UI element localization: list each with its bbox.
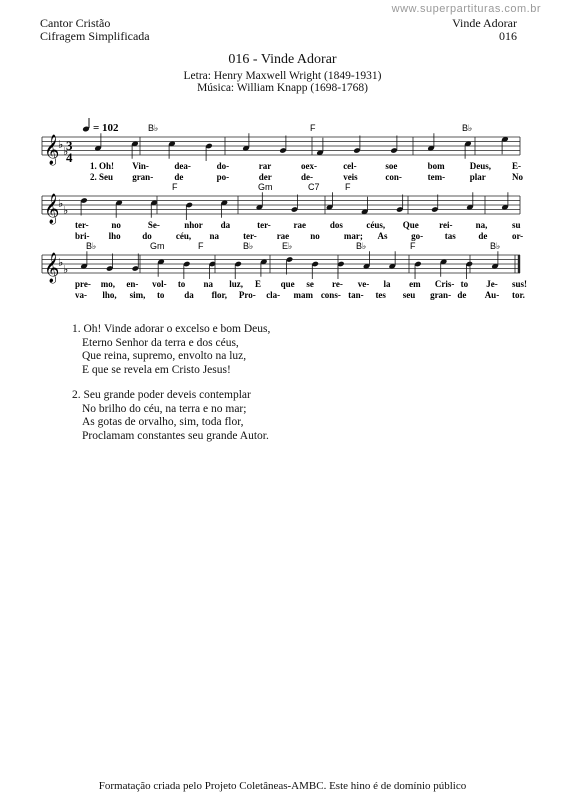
chord-symbol: B♭ xyxy=(462,123,473,133)
lyric-verse-1: da xyxy=(220,220,231,230)
flat-icon: ♭ xyxy=(63,145,69,158)
lyric-verse-1: to xyxy=(177,279,186,289)
lyric-verse-2: lho, xyxy=(102,290,117,300)
lyric-verse-1: E- xyxy=(512,161,521,171)
lyric-verse-1: en- xyxy=(126,279,139,289)
lyric-verse-1: rar xyxy=(258,161,272,171)
lyric-verse-2: bri- xyxy=(75,231,90,241)
lyric-verse-1: sus! xyxy=(512,279,528,289)
chord-symbol: F xyxy=(410,241,416,251)
composer-credit: Música: William Knapp (1698-1768) xyxy=(197,82,368,94)
lyric-verse-2: va- xyxy=(75,290,87,300)
lyric-verse-2: tan- xyxy=(348,290,364,300)
lyric-verse-1: Vin- xyxy=(132,161,149,171)
stanza-2-line: 2. Seu grande poder deveis contemplar xyxy=(72,389,251,401)
stanza-2 xyxy=(72,389,269,443)
lyric-verse-1: ter- xyxy=(75,220,89,230)
chord-symbol: F xyxy=(198,241,204,251)
lyric-verse-2: gran- xyxy=(132,172,154,182)
lyric-verse-2: tas xyxy=(444,231,456,241)
lyric-verse-2: tem- xyxy=(427,172,446,182)
lyric-verse-2: tes xyxy=(375,290,386,300)
chord-symbol: F xyxy=(172,182,178,192)
lyric-verse-2: seu xyxy=(402,290,416,300)
treble-clef-icon: 𝄞 xyxy=(44,253,60,282)
stanza-2-line: Proclamam constantes seu grande Autor. xyxy=(82,429,269,442)
lyric-verse-1: bom xyxy=(427,161,445,171)
hymn-number: 016 xyxy=(499,29,517,43)
lyric-verse-2: lho xyxy=(108,231,121,241)
lyric-verse-2: de xyxy=(457,290,467,300)
chord-symbol: C7 xyxy=(308,182,320,192)
flat-icon: ♭ xyxy=(58,198,64,210)
lyric-verse-2: cons- xyxy=(320,290,341,300)
lyric-verse-1: Deus, xyxy=(469,161,492,171)
lyric-verse-2: tor. xyxy=(512,290,525,300)
tempo-value: = 102 xyxy=(93,122,119,134)
lyric-verse-2: cla- xyxy=(266,290,281,300)
lyric-verse-2: der xyxy=(258,172,272,182)
lyric-verse-2: flor, xyxy=(211,290,227,300)
lyric-verse-1: re- xyxy=(332,279,343,289)
lyric-verse-2: Pro- xyxy=(238,290,256,300)
chord-symbol: B♭ xyxy=(490,241,501,251)
lyric-verse-2: ter- xyxy=(243,231,257,241)
lyric-verse-2: veis xyxy=(343,172,358,182)
lyric-verse-2: po- xyxy=(216,172,230,182)
lyric-verse-2: de xyxy=(174,172,184,182)
page-title: 016 - Vinde Adorar xyxy=(228,52,337,67)
lyric-verse-2: or- xyxy=(512,231,524,241)
staff-lines xyxy=(42,137,520,273)
stanza-1 xyxy=(72,323,270,377)
footer-note: Formatação criada pelo Projeto Coletâneas-AMBC. Este hino é de domínio público xyxy=(98,780,467,792)
collection-name: Cantor Cristão xyxy=(40,16,111,30)
lyric-verse-1: céus, xyxy=(366,220,386,230)
lyric-verse-2: do xyxy=(142,231,152,241)
lyric-verse-2: Au- xyxy=(484,290,500,300)
time-sig-bottom: 4 xyxy=(66,150,73,165)
stanza-2-line: No brilho do céu, na terra e no mar; xyxy=(82,402,247,415)
lyricist-credit: Letra: Henry Maxwell Wright (1849-1931) xyxy=(183,70,382,82)
lyric-verse-2: na xyxy=(209,231,219,241)
hymn-name: Vinde Adorar xyxy=(452,16,517,30)
lyric-verse-1: Je- xyxy=(486,279,498,289)
lyric-verse-1: pre- xyxy=(75,279,91,289)
lyric-verse-2: sim, xyxy=(129,290,146,300)
lyric-verse-1: do- xyxy=(216,161,230,171)
lyric-verse-2: mam xyxy=(293,290,313,300)
lyric-verse-2: As xyxy=(377,231,388,241)
lyric-verse-1: nhor xyxy=(184,220,203,230)
lyric-verse-1: su xyxy=(512,220,521,230)
time-signature xyxy=(66,138,73,165)
lyric-verse-1: Que xyxy=(402,220,419,230)
flat-icon: ♭ xyxy=(58,139,64,151)
lyric-verse-1: 1. Oh! xyxy=(90,161,115,171)
lyric-verse-1: na, xyxy=(475,220,488,230)
arrangement-type: Cifragem Simplificada xyxy=(40,29,150,43)
lyric-verse-2: de- xyxy=(301,172,313,182)
lyric-verse-2: mar; xyxy=(343,231,363,241)
lyric-verse-1: Se- xyxy=(147,220,160,230)
lyric-verse-2: No xyxy=(512,172,523,182)
flat-icon: ♭ xyxy=(63,263,69,276)
flat-icon: ♭ xyxy=(63,204,69,217)
flat-icon: ♭ xyxy=(58,257,64,269)
lyric-verse-2: gran- xyxy=(430,290,452,300)
lyric-verse-1: la xyxy=(383,279,391,289)
stanza-1-line: E que se revela em Cristo Jesus! xyxy=(82,363,231,376)
lyric-verse-1: E xyxy=(254,279,261,289)
treble-clef-icon: 𝄞 xyxy=(44,194,60,223)
lyric-verse-1: no xyxy=(111,220,121,230)
treble-clef-icon: 𝄞 xyxy=(44,135,60,164)
lyric-verse-2: go- xyxy=(411,231,424,241)
clefs xyxy=(44,134,68,284)
lyric-verse-1: ter- xyxy=(257,220,271,230)
stanza-1-line: Que reina, supremo, envolto na luz, xyxy=(82,350,247,362)
lyric-verse-2: 2. Seu xyxy=(90,172,114,182)
lyric-verse-1: ve- xyxy=(357,279,370,289)
lyric-verse-1: Cris- xyxy=(434,279,455,289)
lyric-verse-1: rei- xyxy=(439,220,453,230)
chord-symbol: B♭ xyxy=(148,123,159,133)
lyric-verse-1: que xyxy=(280,279,295,289)
lyric-verse-1: cel- xyxy=(343,161,357,171)
lyric-verse-2: da xyxy=(184,290,194,300)
lyric-verse-2: céu, xyxy=(175,231,192,241)
lyric-verse-1: vol- xyxy=(152,279,167,289)
chord-symbol: F xyxy=(345,182,351,192)
chord-symbol: E♭ xyxy=(282,241,293,251)
lyric-verse-2: rae xyxy=(276,231,290,241)
stanza-2-line: As gotas de orvalho, sim, toda flor, xyxy=(82,416,244,428)
lyric-verse-2: con- xyxy=(385,172,402,182)
time-sig-top: 3 xyxy=(66,138,73,153)
chord-symbol: B♭ xyxy=(356,241,367,251)
lyric-verse-1: dos xyxy=(329,220,343,230)
lyric-verse-2: no xyxy=(310,231,320,241)
lyric-verse-1: se xyxy=(306,279,314,289)
chord-symbol: Gm xyxy=(150,241,165,251)
tempo-marking xyxy=(82,118,119,134)
stanza-1-line: Eterno Senhor da terra e dos céus, xyxy=(82,336,239,349)
lyric-verse-1: mo, xyxy=(100,279,115,289)
lyric-verse-1: oex- xyxy=(301,161,317,171)
lyric-verse-1: luz, xyxy=(229,279,244,289)
chord-symbol: B♭ xyxy=(86,241,97,251)
lyric-verse-1: em xyxy=(409,279,421,289)
lyric-verse-2: to xyxy=(156,290,165,300)
lyric-verse-1: to xyxy=(460,279,469,289)
lyric-verse-2: plar xyxy=(469,172,486,182)
chord-symbol: F xyxy=(310,123,316,133)
stanza-1-line: 1. Oh! Vinde adorar o excelso e bom Deus, xyxy=(72,323,271,335)
site-url[interactable]: www.superpartituras.com.br xyxy=(391,3,541,15)
chord-symbol: Gm xyxy=(258,182,273,192)
lyrics xyxy=(75,161,527,300)
lyric-verse-1: dea- xyxy=(174,161,191,171)
chord-symbol: B♭ xyxy=(243,241,254,251)
lyric-verse-1: na xyxy=(203,279,214,289)
lyric-verse-1: soe xyxy=(385,161,398,171)
lyric-verse-1: rae xyxy=(293,220,306,230)
lyric-verse-2: de xyxy=(478,231,488,241)
